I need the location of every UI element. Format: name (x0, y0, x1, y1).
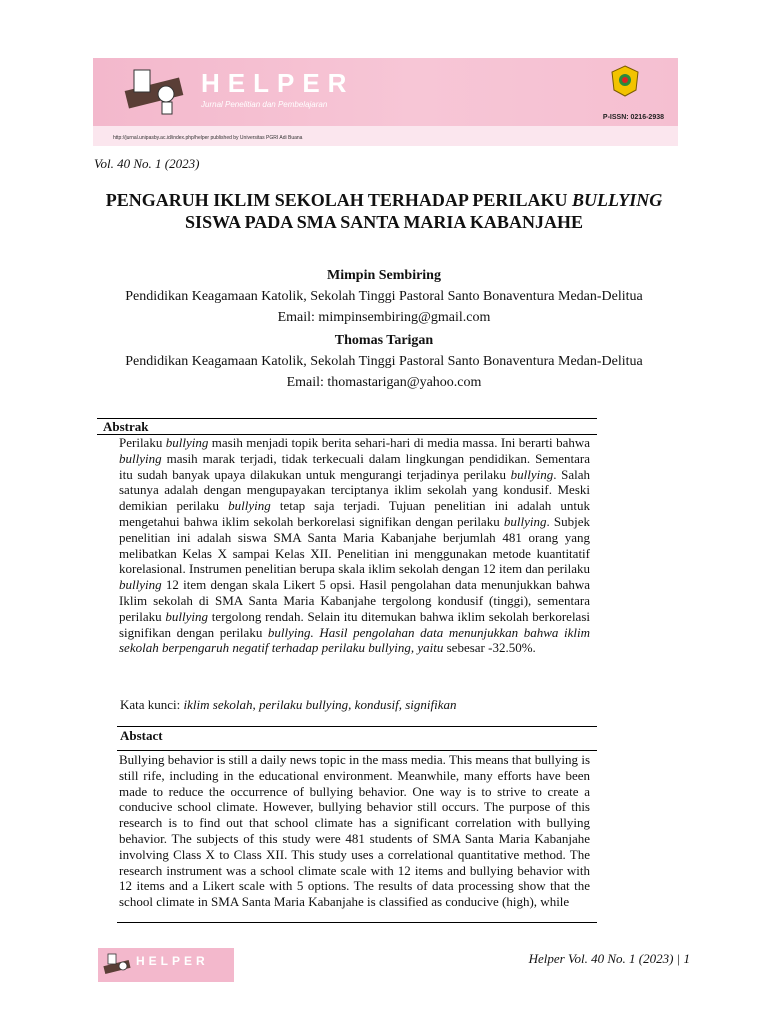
abstrak-text: Perilaku bullying masih menjadi topik berita sehari-hari di media massa. Ini berarti bahwa bullying masih marak terjadi, tidak terkecuali dalam lingkungan pendidikan. Sementara itu sudah banyak upaya dilakukan untuk mengurangi terjadinya perilaku bullying. Salah satunya adalah dengan mengupayakan terciptanya iklim sekolah yang kondusif. Meski demikian perilaku bullying tetap saja terjadi. Tujuan penelitian ini adalah untuk mengetahui bahwa iklim sekolah berkorelasi signifikan dengan perilaku bullying. Subjek penelitian ini adalah siswa SMA Santa Maria Kabanjahe berjumlah 481 orang yang melibatkan Kelas X sampai Kelas XII. Penelitian ini menggunakan metode kuantitatif korelasional. Instrumen penelitian berupa skala iklim sekolah dengan 12 item dan perilaku bullying 12 item dengan skala Likert 5 opsi. Hasil pengolahan data menunjukkan bahwa Iklim sekolah di SMA Santa Maria Kabanjahe tergolong kondusif (tinggi), sementara perilaku bullying tergolong rendah. Selain itu ditemukan bahwa iklim sekolah berkorelasi signifikan dengan perilaku bullying. Hasil pengolahan data menunjukkan bahwa iklim sekolah berpengaruh negatif terhadap perilaku bullying, yaitu sebesar -32.50%. (119, 435, 590, 656)
abstrak-heading: Abstrak (103, 419, 149, 434)
author-affiliation: Pendidikan Keagamaan Katolik, Sekolah Tinggi Pastoral Santo Bonaventura Medan-Delitua (125, 289, 643, 304)
author-email[interactable]: Email: mimpinsembiring@gmail.com (277, 310, 491, 325)
paper-title (60, 189, 708, 233)
keywords-line (120, 697, 457, 713)
author-1 (60, 265, 708, 328)
volume-label: Vol. 40 No. 1 (2023) (94, 156, 200, 171)
footer-logo-text: HELPER (136, 954, 209, 968)
keywords-label: Kata kunci: (120, 697, 181, 712)
journal-url[interactable]: http://jurnal.unipasby.ac.id/index.php/helper published by Universitas PGRI Adi Buana (113, 135, 303, 141)
journal-name: HELPER (201, 68, 355, 98)
abstract-heading: Abstact (120, 728, 163, 743)
university-seal-icon (610, 64, 640, 98)
title-line2: SISWA PADA SMA SANTA MARIA KABANJAHE (185, 212, 583, 232)
journal-banner (93, 58, 678, 146)
author-affiliation: Pendidikan Keagamaan Katolik, Sekolah Tinggi Pastoral Santo Bonaventura Medan-Delitua (125, 354, 643, 369)
journal-logo-icon (118, 64, 190, 120)
issn-label: P-ISSN: 0216-2938 (602, 114, 664, 121)
author-2 (60, 330, 708, 393)
author-name: Thomas Tarigan (334, 333, 434, 348)
abstract-text: Bullying behavior is still a daily news topic in the mass media. This means that bullying is still rife, including in the educational environment. Meanwhile, many efforts have been made to reduce the occurrence of bullying behavior. One way is to strive to create a conducive school climate. However, bullying behavior still occurs. The purpose of this research is to find out that school climate has a significant correlation with bullying behavior. The subjects of this study were 481 students of SMA Santa Maria Kabanjahe involving Class X to Class XII. This study uses a correlational quantitative method. The research instrument was a school climate scale with 12 items and bullying behavior with 12 items and a Likert scale with 5 options. The results of data processing show that the school climate in SMA Santa Maria Kabanjahe is classified as conducive (high), while (119, 752, 590, 910)
author-name: Mimpin Sembiring (327, 268, 441, 283)
title-italic-word: BULLYING (571, 190, 663, 210)
journal-subtitle: Jurnal Penelitian dan Pembelajaran (201, 100, 328, 109)
footer-logo (98, 948, 234, 982)
footer-logo-icon (102, 951, 132, 979)
abstract-heading-rule (117, 750, 597, 751)
author-email[interactable]: Email: thomastarigan@yahoo.com (286, 375, 482, 390)
banner-footer-strip (93, 126, 678, 146)
footer-page-label: Helper Vol. 40 No. 1 (2023) | 1 (528, 951, 690, 966)
abstract-top-rule (117, 726, 597, 727)
abstrak-top-rule (97, 418, 597, 419)
title-line1: PENGARUH IKLIM SEKOLAH TERHADAP PERILAKU (105, 190, 572, 210)
abstract-bottom-rule (117, 922, 597, 923)
keywords-value: iklim sekolah, perilaku bullying, kondusif, signifikan (183, 697, 457, 712)
